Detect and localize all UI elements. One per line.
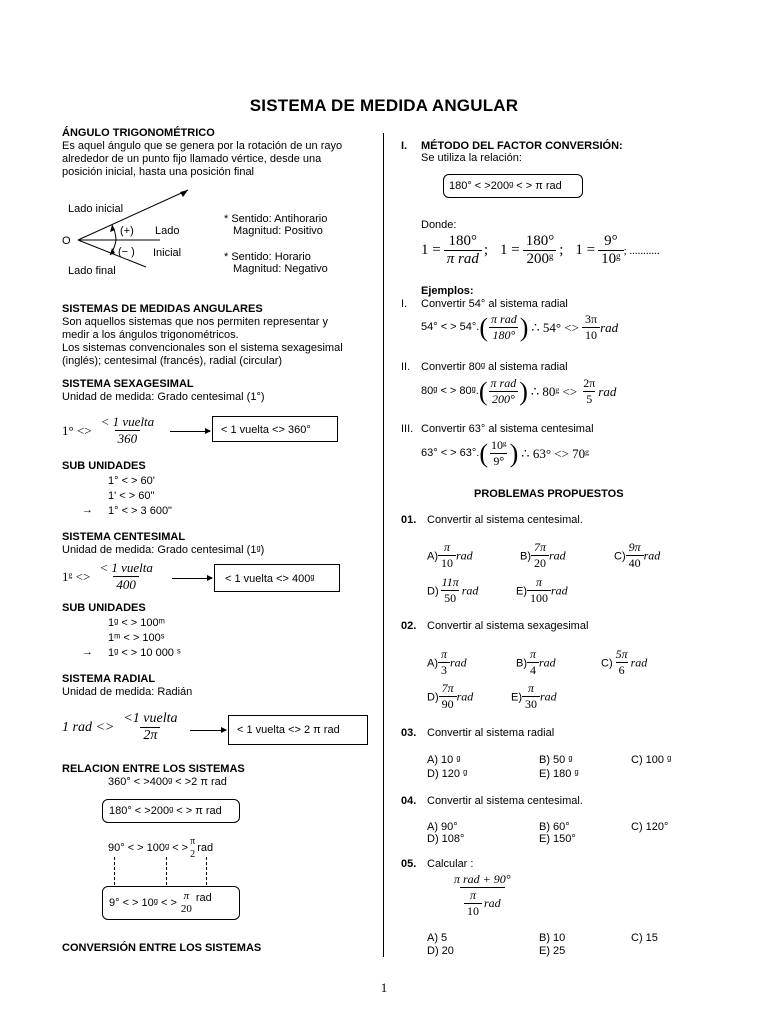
sexagesimal-sub-heading: SUB UNIDADES [62,460,146,472]
lado-final-label: Lado final [68,265,116,277]
problem-1-option-b: B) $\frac{7\pi}{20}$ rad [520,540,566,570]
problem-1-option-e: E) $\frac{\pi}{100}$ rad [516,575,568,605]
metodo-number: I. [401,140,408,152]
plus-label: (+) [120,225,134,237]
ejemplo-1-number: I. [401,298,408,310]
conversion-heading: CONVERSIÓN ENTRE LOS SISTEMAS [62,942,262,954]
ejemplo-1-text: Convertir 54° al sistema radial [421,298,568,310]
problem-4-option-d: D) 108° [427,833,465,845]
column-divider [383,133,384,957]
problem-3-option-c: C) 100 ᵍ [631,754,672,766]
metodo-heading: MÉTODO DEL FACTOR CONVERSIÓN: [421,140,623,152]
relacion-box1: 180° < >200ᵍ < > π rad [102,799,240,823]
problem-5-option-e: E) 25 [539,945,566,957]
problem-3-option-b: B) 50 ᵍ [539,754,573,766]
problem-5-expression: π rad + 90° $\frac{\pi}{10}$ rad [454,872,511,918]
magnitud-positivo: Magnitud: Positivo [233,225,323,237]
ejemplos-heading: Ejemplos: [421,285,474,297]
relacion-box2: 9° < > 10ᵍ < > π 20 rad [102,886,240,920]
sexagesimal-heading: SISTEMA SEXAGESIMAL [62,378,194,390]
problem-3-number: 03. [401,727,417,739]
problem-1-text: Convertir al sistema centesimal. [427,514,583,526]
donde-label: Donde: [421,219,457,231]
ejemplo-3-text: Convertir 63° al sistema centesimal [421,423,594,435]
metodo-sub: Se utiliza la relación: [421,152,522,164]
ejemplo-2-number: II. [401,361,411,373]
problem-4-option-b: B) 60° [539,821,570,833]
problem-5-option-b: B) 10 [539,932,566,944]
radial-unit: Unidad de medida: Radián [62,686,193,698]
angulo-heading: ÁNGULO TRIGONOMÉTRICO [62,127,215,139]
lado-label: Lado [155,225,180,237]
problem-3-text: Convertir al sistema radial [427,727,555,739]
ejemplo-3-number: III. [401,423,414,435]
centesimal-sub-list: 1ᵍ < > 100ᵐ 1ᵐ < > 100ˢ 1ᵍ < > 10 000 ˢ [108,617,181,659]
problem-4-text: Convertir al sistema centesimal. [427,795,583,807]
problem-3-option-d: D) 120 ᵍ [427,768,468,780]
centesimal-formula: 1ᵍ <> $\frac{\text{< 1 vuelta}}{400}$ [62,560,153,592]
problem-4-option-c: C) 120° [631,821,669,833]
problem-1-option-d: D) $\frac{11\pi}{50}$ rad [427,575,479,605]
arrow-icon: → [82,504,93,516]
problem-2-option-d: D) $\frac{7\pi}{90}$ rad [427,681,474,711]
problem-2-option-a: A) $\frac{\pi}{3}$ rad [427,647,467,677]
ejemplo-1-formula: 54° < > 54°. ( $\frac{\text{π rad}}{180^\circ}$ ) ∴ 54° <> $\frac{3\pi}{10}$ rad [421,312,619,342]
angulo-text: Es aquel ángulo que se genera por la rotación de un rayo alrededor de un punto fijo llamado vértice, desde una posición inicial, hasta una posición final [62,140,343,178]
sexagesimal-sub-list: 1° < > 60' 1' < > 60" 1° < > 3 600" [108,475,172,517]
problem-2-number: 02. [401,620,417,632]
problem-3-option-a: A) 10 ᵍ [427,754,461,766]
problem-5-option-a: A) 5 [427,932,448,944]
problem-4-number: 04. [401,795,417,807]
centesimal-heading: SISTEMA CENTESIMAL [62,531,186,543]
problem-1-option-c: C) $\frac{9\pi}{40}$ rad [614,540,661,570]
problem-1-option-a: A) $\frac{\pi}{10}$ rad [427,540,473,570]
centesimal-arrow [172,578,212,579]
problem-5-option-c: C) 15 [631,932,658,944]
radial-arrow [190,730,226,731]
metodo-box: 180° < >200ᵍ < > π rad [443,174,583,198]
ejemplo-3-formula: 63° < > 63°. ( $\frac{\text{10ᵍ}}{9^\circ}$ ) ∴ 63° <> 70ᵍ [421,438,590,468]
problemas-heading: PROBLEMAS PROPUESTOS [474,488,624,500]
relacion-line2: 90° < > 100ᵍ < > π 2 rad [108,836,214,860]
sentido-horario: * Sentido: Horario [224,251,311,263]
sentido-antihorario: * Sentido: Antihorario [224,213,328,225]
problem-2-option-c: C) $\frac{5\pi}{6}$ rad [601,647,648,677]
donde-formulas: 1 = $\frac{180^\circ}{\text{π rad}}$ ; 1 = $\frac{180^\circ}{\text{200ᵍ}}$ ; 1 = $\frac{9^\circ}{\text{10ᵍ}}$ ; ........... [421,233,660,267]
relacion-heading: RELACION ENTRE LOS SISTEMAS [62,763,245,775]
problem-5-number: 05. [401,858,417,870]
ejemplo-2-text: Convertir 80ᵍ al sistema radial [421,361,568,373]
dashed-line [206,857,207,885]
centesimal-box: < 1 vuelta <> 400ᵍ [214,564,340,592]
problem-2-text: Convertir al sistema sexagesimal [427,620,589,632]
centesimal-unit: Unidad de medida: Grado centesimal (1ᵍ) [62,544,265,556]
dashed-line [114,857,115,885]
dashed-line [166,857,167,885]
problem-3-option-e: E) 180 ᵍ [539,768,579,780]
sistemas-text: Son aquellos sistemas que nos permiten representar y medir a los ángulos trigonométricos. Los sistemas convencionales son el sistema sexagesimal (inglés); centesimal (francés), radial (circular) [62,316,343,367]
sexagesimal-formula: 1° <> $\frac{\text{< 1 vuelta}}{360}$ [62,414,155,446]
sexagesimal-box: < 1 vuelta <> 360° [212,416,338,442]
page-number: 1 [380,980,388,995]
problem-5-text: Calcular : [427,858,474,870]
page-title: SISTEMA DE MEDIDA ANGULAR [249,96,519,115]
centesimal-sub-heading: SUB UNIDADES [62,602,146,614]
sistemas-heading: SISTEMAS DE MEDIDAS ANGULARES [62,303,263,315]
magnitud-negativo: Magnitud: Negativo [233,263,328,275]
lado-inicial-label: Lado inicial [68,203,124,215]
problem-1-number: 01. [401,514,417,526]
relacion-line1: 360° < >400ᵍ < >2 π rad [108,776,227,788]
sexagesimal-unit: Unidad de medida: Grado centesimal (1°) [62,391,265,403]
problem-4-option-e: E) 150° [539,833,576,845]
problem-2-option-e: E) $\frac{\pi}{30}$ rad [511,681,557,711]
ejemplo-2-formula: 80ᵍ < > 80ᵍ. ( $\frac{\text{π rad}}{200^\circ}$ ) ∴ 80ᵍ <> $\frac{2\pi}{5}$ rad [421,376,617,406]
problem-5-option-d: D) 20 [427,945,454,957]
problem-4-option-a: A) 90° [427,821,458,833]
minus-label: (− ) [118,246,135,258]
radial-box: < 1 vuelta <> 2 π rad [228,715,368,745]
sexagesimal-arrow [170,431,210,432]
inicial-label: Inicial [153,247,182,259]
arrow-icon: → [82,646,93,658]
radial-formula: 1 rad <> $\frac{\text{<1 vuelta}}{2\pi}$ [62,711,178,743]
vertex-label: O [62,235,71,247]
radial-heading: SISTEMA RADIAL [62,673,156,685]
problem-2-option-b: B) $\frac{\pi}{4}$ rad [516,647,556,677]
